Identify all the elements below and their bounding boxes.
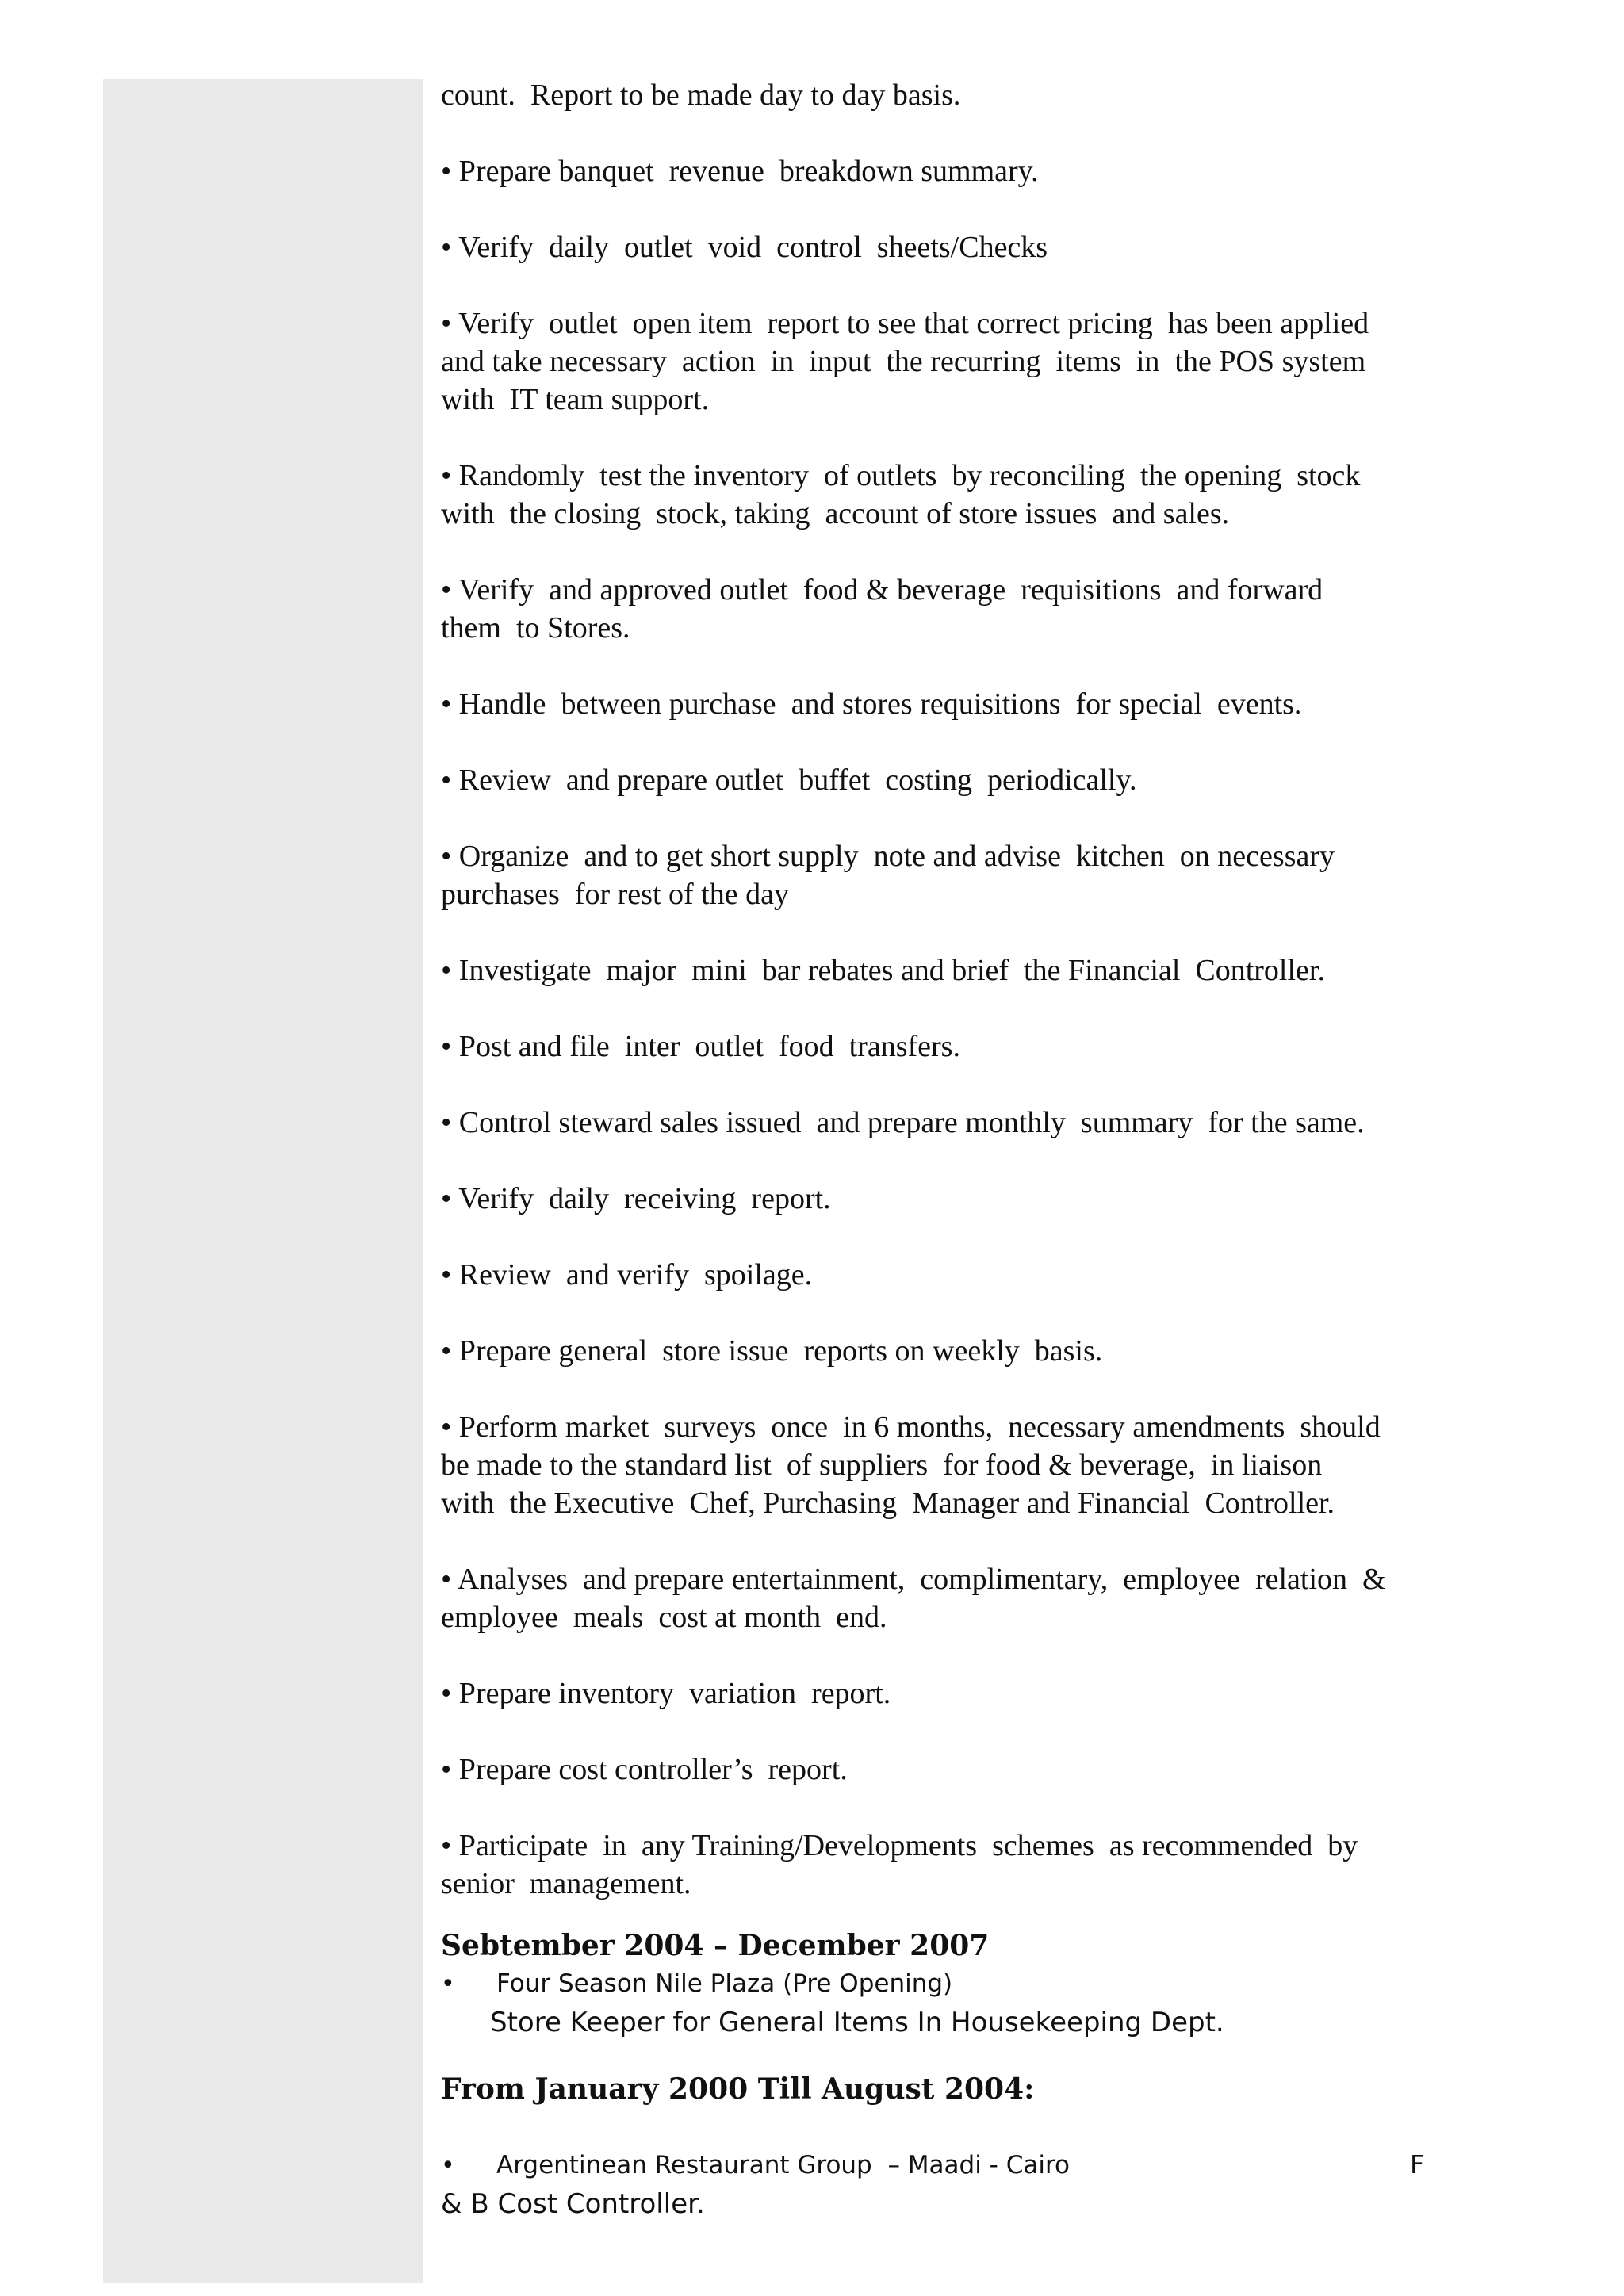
paragraph-buffet-costing: • Review and prepare outlet buffet costing periodically. <box>441 763 1137 797</box>
left-sidebar-panel <box>103 79 423 2283</box>
bullet-icon: • <box>441 2152 455 2179</box>
paragraph-steward-sales: • Control steward sales issued and prepare monthly summary for the same. <box>441 1106 1365 1139</box>
job2-company: Argentinean Restaurant Group – Maadi - Cairo <box>496 2151 1071 2179</box>
job1-company: Four Season Nile Plaza (Pre Opening) <box>496 1969 953 1998</box>
job2-role-rest: & B Cost Controller. <box>441 2188 705 2220</box>
job2-role-start: F <box>1410 2151 1424 2179</box>
bullet-icon: • <box>441 1970 455 1998</box>
paragraph-void-control: • Verify daily outlet void control sheets/Checks <box>441 231 1048 264</box>
paragraph-market-surveys: • Perform market surveys once in 6 months, necessary amendments should be made to the standard list of suppliers for food & beverage, in liaison with the Executive Chef, Purchasing Manager and Financial Controller. <box>441 1410 1381 1520</box>
paragraph-store-issue: • Prepare general store issue reports on weekly basis. <box>441 1334 1103 1368</box>
job1-role: Store Keeper for General Items In Housekeeping Dept. <box>490 2007 1224 2038</box>
paragraph-requisitions: • Verify and approved outlet food & beverage requisitions and forward them to Stores. <box>441 573 1323 645</box>
paragraph-receiving-report: • Verify daily receiving report. <box>441 1182 831 1215</box>
paragraph-spoilage: • Review and verify spoilage. <box>441 1258 813 1292</box>
document-body <box>441 76 1440 2223</box>
paragraph-short-supply: • Organize and to get short supply note and advise kitchen on necessary purchases for rest of the day <box>441 840 1335 911</box>
paragraph-training: • Participate in any Training/Developments schemes as recommended by senior management. <box>441 1829 1358 1900</box>
paragraph-open-item-report: • Verify outlet open item report to see that correct pricing has been applied and take necessary action in input the recurring items in the POS system with IT team support. <box>441 307 1369 416</box>
paragraph-inventory-test: • Randomly test the inventory of outlets by reconciling the opening stock with the closing stock, taking account of store issues and sales. <box>441 459 1361 530</box>
job1-company-line <box>441 1965 1440 2003</box>
paragraph-mini-bar: • Investigate major mini bar rebates and brief the Financial Controller. <box>441 954 1325 987</box>
paragraph-cost-controller-report: • Prepare cost controller’s report. <box>441 1753 848 1786</box>
paragraph-special-events: • Handle between purchase and stores requisitions for special events. <box>441 687 1302 721</box>
paragraph-inventory-variation: • Prepare inventory variation report. <box>441 1677 891 1710</box>
job2-company-line <box>441 2146 1440 2185</box>
paragraph-food-transfers: • Post and file inter outlet food transfers. <box>441 1030 960 1063</box>
job2-date-heading: From January 2000 Till August 2004: <box>441 2072 1035 2106</box>
paragraph-banquet-revenue: • Prepare banquet revenue breakdown summary. <box>441 155 1039 188</box>
job1-date-heading: Sebtember 2004 – December 2007 <box>441 1929 990 1962</box>
paragraph-entertainment-costs: • Analyses and prepare entertainment, complimentary, employee relation & employee meals cost at month end. <box>441 1563 1386 1634</box>
paragraph-count-report: count. Report to be made day to day basis. <box>441 78 961 112</box>
